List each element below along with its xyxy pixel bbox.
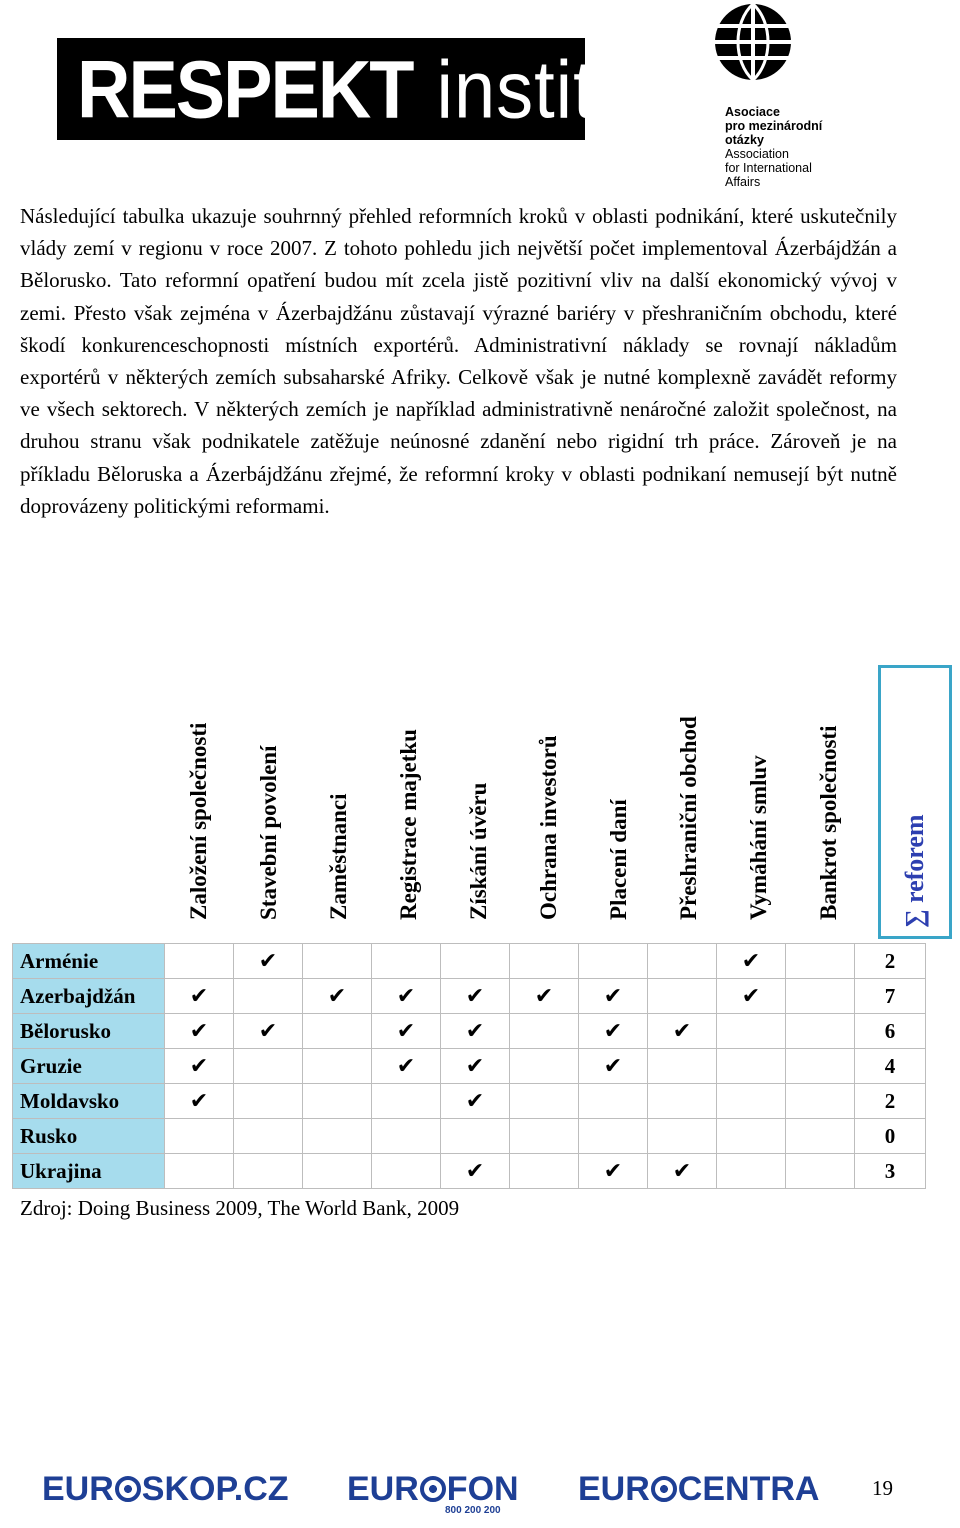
empty-cell (303, 1154, 372, 1189)
table-row (13, 1049, 926, 1084)
check-icon: ✔ (234, 944, 303, 979)
table-row (13, 1119, 926, 1154)
country-cell: Moldavsko (13, 1084, 165, 1119)
column-header-label: Bankrot společnosti (816, 725, 841, 920)
check-icon: ✔ (579, 979, 648, 1014)
empty-cell (441, 1119, 510, 1154)
respekt-institut-logo (57, 38, 659, 140)
amo-globe-icon (713, 2, 793, 82)
reforms-table (12, 943, 926, 1189)
country-cell: Azerbajdžán (13, 979, 165, 1014)
check-icon: ✔ (648, 1014, 717, 1049)
source-note: Zdroj: Doing Business 2009, The World Bank, 2009 (20, 1196, 460, 1220)
check-icon: ✔ (441, 1014, 510, 1049)
check-icon: ✔ (165, 979, 234, 1014)
amo-line: Association (725, 147, 789, 161)
column-header-label: Zaměstnanci (326, 793, 351, 920)
check-icon: ✔ (372, 979, 441, 1014)
check-icon: ✔ (579, 1049, 648, 1084)
check-icon: ✔ (648, 1154, 717, 1189)
empty-cell (786, 979, 855, 1014)
table-row (13, 1154, 926, 1189)
euroskop-logo-b: SKOP.CZ (141, 1470, 289, 1508)
empty-cell (165, 1154, 234, 1189)
check-icon: ✔ (510, 979, 579, 1014)
eurocentra-logo (578, 1470, 819, 1509)
empty-cell (234, 1119, 303, 1154)
empty-cell (510, 1014, 579, 1049)
check-icon: ✔ (441, 1049, 510, 1084)
reform-total-cell: 0 (855, 1119, 926, 1154)
column-header (374, 665, 444, 920)
country-cell: Gruzie (13, 1049, 165, 1084)
column-header (724, 665, 794, 920)
eurofon-logo (347, 1470, 519, 1509)
empty-cell (786, 944, 855, 979)
amo-line: pro mezinárodní (725, 119, 823, 133)
globe-icon (651, 1476, 677, 1502)
check-icon: ✔ (579, 1014, 648, 1049)
empty-cell (648, 1084, 717, 1119)
empty-cell (441, 944, 510, 979)
eurofon-logo-a: EUR (347, 1470, 419, 1508)
empty-cell (786, 1154, 855, 1189)
table-row (13, 979, 926, 1014)
amo-logo-text (725, 105, 822, 189)
empty-cell (717, 1119, 786, 1154)
check-icon: ✔ (165, 1084, 234, 1119)
country-cell: Arménie (13, 944, 165, 979)
page-number: 19 (872, 1476, 893, 1500)
empty-cell (510, 1119, 579, 1154)
reform-total-cell: 6 (855, 1014, 926, 1049)
check-icon: ✔ (441, 979, 510, 1014)
empty-cell (510, 1049, 579, 1084)
check-icon: ✔ (717, 979, 786, 1014)
sum-reforms-header (878, 665, 952, 939)
empty-cell (648, 1049, 717, 1084)
empty-cell (510, 944, 579, 979)
column-header-label: Vymáhání smluv (746, 755, 771, 920)
reform-total-cell: 2 (855, 1084, 926, 1119)
empty-cell (786, 1084, 855, 1119)
column-header (444, 665, 514, 920)
column-header-label: Založení společnosti (186, 722, 211, 920)
reform-total-cell: 2 (855, 944, 926, 979)
intro-paragraph: Následující tabulka ukazuje souhrnný přehled reformních kroků v oblasti podnikání, které uskutečnily vlády zemí v regionu v roce 2007. Z tohoto pohledu jich největší počet implementoval Ázerbájdžán a Bělorusko. Tato reformní opatření budou mít zcela jistě pozitivní vliv na další ekonomický vývoj v zemi. Přesto však zejména v Ázerbajdžánu zůstavají výrazné bariéry v přeshraničním obchodu, které škodí konkurenceschopnosti místních exportérů. Administrativní náklady se rovnají nákladům exportérů v některých zemích subsaharské Afriky. Celkově však je nutné komplexně zavádět reformy ve všech sektorech. V některých zemích je například administrativně nenáročné založit společnost, na druhou stranu však podnikatele zatěžuje neúnosné zdanění nebo rigidní trh práce. Zároveň je na příkladu Běloruska a Ázerbájdžánu zřejmé, že reformní kroky v oblasti podnikaní nemusejí být nutně doprovázeny politickými reformami. (20, 204, 897, 518)
table-row (13, 944, 926, 979)
column-header-label: Stavební povolení (256, 745, 281, 920)
amo-line: for International (725, 161, 812, 175)
column-header (164, 665, 234, 920)
amo-line: Affairs (725, 175, 761, 189)
column-header (584, 665, 654, 920)
column-header (654, 665, 724, 920)
empty-cell (234, 1049, 303, 1084)
sum-reforms-label: ∑ reforem (900, 814, 929, 928)
check-icon: ✔ (441, 1154, 510, 1189)
column-header-label: Získání úvěru (466, 782, 491, 920)
empty-cell (165, 1119, 234, 1154)
column-header-label: Přeshraniční obchod (676, 716, 701, 920)
empty-cell (372, 944, 441, 979)
table-row (13, 1014, 926, 1049)
empty-cell (510, 1154, 579, 1189)
institut-logo-word: institut (436, 43, 659, 135)
empty-cell (717, 1014, 786, 1049)
empty-cell (579, 1084, 648, 1119)
empty-cell (648, 979, 717, 1014)
empty-cell (717, 1154, 786, 1189)
check-icon: ✔ (717, 944, 786, 979)
check-icon: ✔ (234, 1014, 303, 1049)
empty-cell (579, 944, 648, 979)
check-icon: ✔ (441, 1084, 510, 1119)
empty-cell (786, 1119, 855, 1154)
check-icon: ✔ (165, 1014, 234, 1049)
reform-total-cell: 4 (855, 1049, 926, 1084)
empty-cell (510, 1084, 579, 1119)
empty-cell (165, 944, 234, 979)
empty-cell (372, 1119, 441, 1154)
empty-cell (234, 979, 303, 1014)
empty-cell (786, 1049, 855, 1084)
reform-total-cell: 7 (855, 979, 926, 1014)
column-header (794, 665, 864, 920)
globe-icon (115, 1476, 141, 1502)
eurocentra-logo-a: EUR (578, 1470, 650, 1508)
empty-cell (303, 1014, 372, 1049)
column-header (514, 665, 584, 920)
empty-cell (786, 1014, 855, 1049)
country-cell: Ukrajina (13, 1154, 165, 1189)
table-row (13, 1084, 926, 1119)
empty-cell (372, 1154, 441, 1189)
check-icon: ✔ (372, 1014, 441, 1049)
check-icon: ✔ (165, 1049, 234, 1084)
amo-line: Asociace (725, 105, 780, 119)
column-header-label: Placení daní (606, 799, 631, 920)
empty-cell (717, 1084, 786, 1119)
amo-line: otázky (725, 133, 764, 147)
empty-cell (303, 1084, 372, 1119)
empty-cell (234, 1084, 303, 1119)
country-cell: Bělorusko (13, 1014, 165, 1049)
reform-total-cell: 3 (855, 1154, 926, 1189)
country-cell: Rusko (13, 1119, 165, 1154)
empty-cell (372, 1084, 441, 1119)
globe-icon (420, 1476, 446, 1502)
empty-cell (303, 1049, 372, 1084)
eurocentra-logo-b: CENTRA (677, 1470, 820, 1508)
respekt-logo-word: RESPEKT (77, 43, 413, 135)
empty-cell (303, 1119, 372, 1154)
euroskop-logo (42, 1470, 289, 1509)
empty-cell (648, 1119, 717, 1154)
check-icon: ✔ (303, 979, 372, 1014)
column-header-label: Ochrana investorů (536, 735, 561, 920)
column-header-label: Registrace majetku (396, 729, 421, 920)
euroskop-logo-a: EUR (42, 1470, 114, 1508)
empty-cell (234, 1154, 303, 1189)
empty-cell (303, 944, 372, 979)
empty-cell (717, 1049, 786, 1084)
eurofon-phone: 800 200 200 (445, 1505, 501, 1516)
check-icon: ✔ (579, 1154, 648, 1189)
empty-cell (648, 944, 717, 979)
empty-cell (579, 1119, 648, 1154)
column-header (234, 665, 304, 920)
column-header (304, 665, 374, 920)
eurofon-logo-b: FON (446, 1470, 519, 1508)
check-icon: ✔ (372, 1049, 441, 1084)
